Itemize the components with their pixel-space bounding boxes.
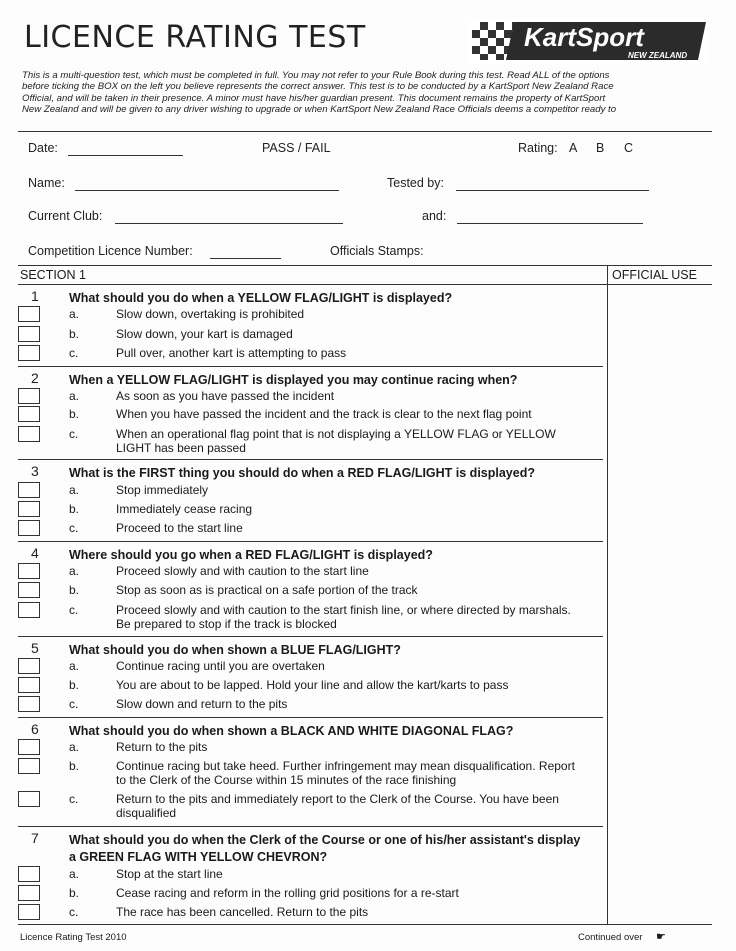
name-label: Name: (28, 176, 65, 190)
option-text: Stop at the start line (116, 867, 223, 881)
answer-checkbox[interactable] (18, 739, 40, 755)
answer-checkbox[interactable] (18, 482, 40, 498)
question-divider (18, 826, 603, 827)
question-divider (18, 717, 603, 718)
option-letter: c. (69, 905, 79, 919)
option-text: Return to the pits (116, 740, 208, 754)
intro-line: before ticking the BOX on the left you believe represents the correct answer. This test is to be conducted by a KartSport New Zealand Race (22, 81, 614, 93)
answer-checkbox[interactable] (18, 758, 40, 774)
answer-checkbox[interactable] (18, 563, 40, 579)
club-field[interactable] (115, 223, 343, 224)
option-letter: a. (69, 740, 80, 754)
intro-line: New Zealand and will be given to any driver wishing to upgrade or when KartSport New Zealand Race Officials deems a competitor ready to (22, 104, 617, 116)
svg-text:NEW ZEALAND: NEW ZEALAND (628, 51, 688, 60)
option-text: You are about to be lapped. Hold your line and allow the kart/karts to pass (116, 678, 509, 692)
option-letter: a. (69, 307, 80, 321)
kartsport-logo (466, 18, 710, 64)
name-field[interactable] (75, 190, 339, 191)
licence-label: Competition Licence Number: (28, 244, 193, 258)
option-text: Immediately cease racing (116, 502, 253, 516)
question-number: 7 (31, 830, 39, 846)
pointing-hand-icon: ☛ (656, 931, 666, 943)
answer-checkbox[interactable] (18, 582, 40, 598)
answer-checkbox[interactable] (18, 677, 40, 693)
option-letter: c. (69, 427, 79, 441)
question-divider (18, 366, 603, 367)
option-letter: b. (69, 759, 80, 773)
question-text: What should you do when the Clerk of the Course or one of his/her assistant's display a GREEN FLAG WITH YELLOW CHEVRON? (69, 833, 581, 864)
option-text: Pull over, another kart is attempting to pass (116, 346, 347, 360)
option-text: Proceed slowly and with caution to the start line (116, 564, 369, 578)
intro-text (22, 70, 716, 116)
question-divider (18, 459, 603, 460)
rating-option-a[interactable]: A (569, 141, 578, 155)
option-text: The race has been cancelled. Return to the pits (116, 905, 369, 919)
date-label: Date: (28, 141, 58, 155)
answer-checkbox[interactable] (18, 426, 40, 442)
intro-line: Official, and will be taken in their presence. A minor must have his/her guardian present. This document remains the property of KartSport (22, 92, 606, 104)
option-text: Stop as soon as is practical on a safe portion of the track (116, 583, 418, 597)
option-text: Slow down and return to the pits (116, 697, 288, 711)
option-letter: c. (69, 603, 79, 617)
option-letter: a. (69, 483, 80, 497)
answer-checkbox[interactable] (18, 904, 40, 920)
footer-rule (18, 924, 712, 925)
rating-option-b[interactable]: B (596, 141, 605, 155)
option-letter: b. (69, 583, 80, 597)
official-use-header: OFFICIAL USE (612, 268, 697, 282)
answer-checkbox[interactable] (18, 306, 40, 322)
option-letter: a. (69, 659, 80, 673)
question-number: 2 (31, 370, 39, 386)
question-number: 1 (31, 288, 39, 304)
tested-by-field[interactable] (456, 190, 649, 191)
answer-checkbox[interactable] (18, 406, 40, 422)
question-number: 4 (31, 545, 39, 561)
option-text: Continue racing until you are overtaken (116, 659, 325, 673)
svg-text:KartSport: KartSport (524, 22, 644, 52)
option-letter: a. (69, 867, 80, 881)
question-divider (18, 541, 603, 542)
answer-checkbox[interactable] (18, 885, 40, 901)
answer-checkbox[interactable] (18, 345, 40, 361)
option-text: Slow down, overtaking is prohibited (116, 307, 305, 321)
option-letter: c. (69, 346, 79, 360)
option-letter: a. (69, 564, 80, 578)
footer-document-name: Licence Rating Test 2010 (20, 932, 127, 943)
option-letter: c. (69, 697, 79, 711)
option-text: Return to the pits and immediately report to the Clerk of the Course. You have been disqualified (116, 792, 559, 820)
question-text: When a YELLOW FLAG/LIGHT is displayed you may continue racing when? (69, 373, 518, 387)
question-text: What should you do when a YELLOW FLAG/LIGHT is displayed? (69, 291, 453, 305)
answer-checkbox[interactable] (18, 326, 40, 342)
question-number: 5 (31, 640, 39, 656)
question-text: What should you do when shown a BLACK AND WHITE DIAGONAL FLAG? (69, 724, 514, 738)
date-field[interactable] (68, 155, 183, 156)
option-text: Proceed slowly and with caution to the start finish line, or where directed by marshals. Be prepared to stop if the track is blocked (116, 603, 571, 631)
option-text: When an operational flag point that is not displaying a YELLOW FLAG or YELLOW LIGHT has been passed (116, 427, 556, 455)
option-letter: b. (69, 407, 80, 421)
answer-checkbox[interactable] (18, 501, 40, 517)
answer-checkbox[interactable] (18, 602, 40, 618)
option-text: When you have passed the incident and the track is clear to the next flag point (116, 407, 532, 421)
second-tester-field[interactable] (457, 223, 643, 224)
question-number: 6 (31, 721, 39, 737)
option-text: Cease racing and reform in the rolling grid positions for a re-start (116, 886, 459, 900)
answer-checkbox[interactable] (18, 520, 40, 536)
answer-checkbox[interactable] (18, 388, 40, 404)
question-number: 3 (31, 463, 39, 479)
answer-checkbox[interactable] (18, 866, 40, 882)
page-title: LICENCE RATING TEST (24, 20, 366, 55)
section-title: SECTION 1 (20, 268, 86, 282)
stamps-label: Officials Stamps: (330, 244, 424, 258)
option-letter: a. (69, 389, 80, 403)
option-text: Proceed to the start line (116, 521, 243, 535)
option-letter: b. (69, 327, 80, 341)
club-label: Current Club: (28, 209, 103, 223)
option-letter: c. (69, 521, 79, 535)
option-text: As soon as you have passed the incident (116, 389, 335, 403)
answer-checkbox[interactable] (18, 791, 40, 807)
header-divider (18, 131, 712, 132)
option-text: Stop immediately (116, 483, 209, 497)
option-letter: c. (69, 792, 79, 806)
question-text: What is the FIRST thing you should do when a RED FLAG/LIGHT is displayed? (69, 466, 535, 480)
question-divider (18, 636, 603, 637)
continued-over-label: Continued over (578, 932, 643, 943)
answer-checkbox[interactable] (18, 658, 40, 674)
official-use-divider (607, 265, 608, 924)
option-text: Continue racing but take heed. Further infringement may mean disqualification. Report to the Clerk of the Course within 15 minutes of the race finishing (116, 759, 575, 787)
option-letter: b. (69, 886, 80, 900)
question-text: What should you do when shown a BLUE FLAG/LIGHT? (69, 643, 401, 657)
licence-field[interactable] (210, 258, 281, 259)
rating-label: Rating: (518, 141, 558, 155)
option-text: Slow down, your kart is damaged (116, 327, 293, 341)
rating-option-c[interactable]: C (624, 141, 634, 155)
option-letter: b. (69, 502, 80, 516)
pass-fail-label[interactable]: PASS / FAIL (262, 141, 331, 155)
option-letter: b. (69, 678, 80, 692)
answer-checkbox[interactable] (18, 696, 40, 712)
intro-line: This is a multi-question test, which must be completed in full. You may not refer to your Rule Book during this test. Read ALL of the options (22, 70, 610, 81)
and-label: and: (422, 209, 447, 223)
tested-by-label: Tested by: (387, 176, 444, 190)
question-text: Where should you go when a RED FLAG/LIGHT is displayed? (69, 548, 433, 562)
